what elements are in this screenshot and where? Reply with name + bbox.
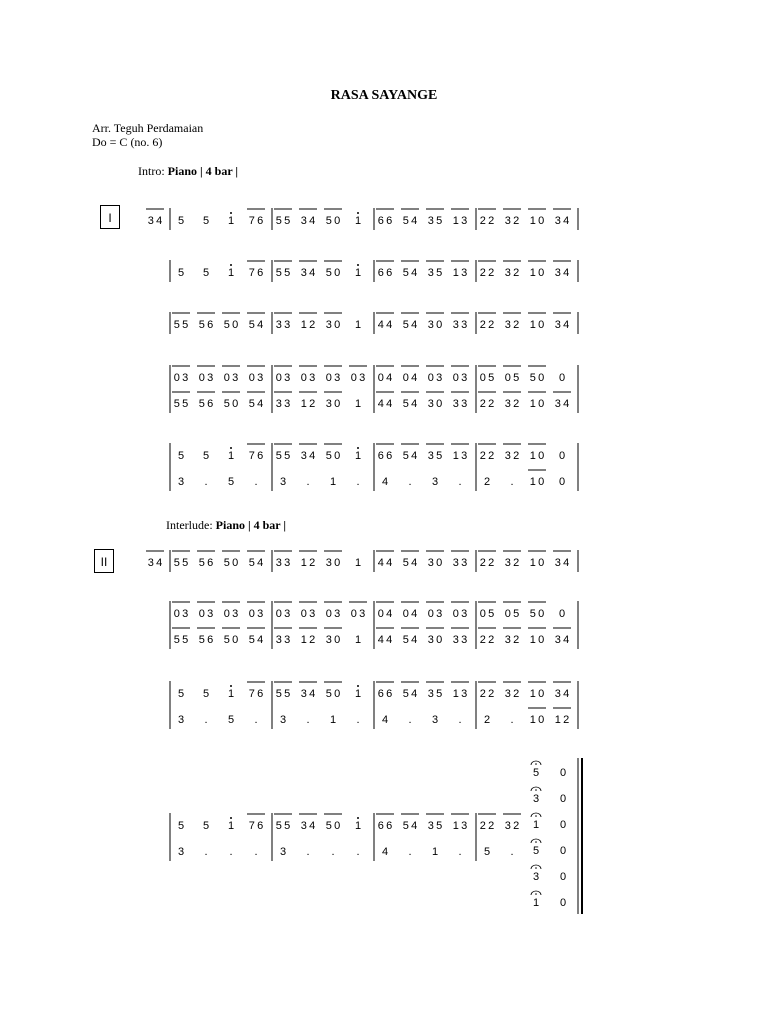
section-I-system-4-v1-bar2-beat3: .	[458, 476, 462, 488]
fermata-dot-icon	[535, 815, 537, 817]
section-I-system-4-v1-bar2-beat2: 3	[431, 476, 439, 488]
section-I-system-4-v0-bar1-beat3-upper-octave-dot	[357, 447, 359, 449]
final-chord-rest-3: 0	[559, 845, 567, 857]
section-I-system-0-v0-bar0-beat3: 7 6	[248, 215, 264, 227]
section-I-system-4-v0-bar2-beat0: 6 6	[377, 450, 393, 462]
section-II-system-0-v0-bar2-beat1: 5 4	[402, 557, 418, 569]
section-I-system-3-v0-bar0-beat0: 0 3	[173, 372, 189, 384]
section-I-system-2-v0-bar3-beat3: 3 4	[554, 319, 570, 331]
section-II-system-3-v0-bar3-beat0: 2 2	[479, 820, 495, 832]
section-II-system-3-v0-bar3-beat1: 3 2	[504, 820, 520, 832]
section-I-system-3-v0-bar3-beat2: 5 0	[529, 372, 545, 384]
section-II-system-2-v1-bar1-beat1: .	[306, 714, 310, 726]
section-II-system-3-v0-bar0-beat1: 5	[202, 820, 210, 832]
section-II-system-2-v1-bar2-beat0: 4	[381, 714, 389, 726]
section-I-system-2-v0-bar1-beat0: 3 3	[275, 319, 291, 331]
section-II-system-1-v1-bar3-beat0: 2 2	[479, 634, 495, 646]
section-II-system-1-v1-bar0-beat3: 5 4	[248, 634, 264, 646]
final-chord-rest-0: 0	[559, 767, 567, 779]
section-I-system-3-v0-bar1-beat2: 0 3	[325, 372, 341, 384]
section-II-system-2-v1-bar0-beat0: 3	[177, 714, 185, 726]
section-II-system-2-v0-bar2-beat1: 5 4	[402, 688, 418, 700]
section-I-system-4-v0-bar1-beat3: 1	[354, 450, 362, 462]
section-I-system-2-v0-bar1-beat2: 3 0	[325, 319, 341, 331]
section-I-system-3-v1-bar1-beat1: 1 2	[300, 398, 316, 410]
interlude-label: Interlude:	[166, 518, 216, 532]
section-I-system-4-v1-bar3-beat0: 2	[483, 476, 491, 488]
section-I-system-3-v0-bar2-beat2: 0 3	[427, 372, 443, 384]
section-II-system-3-v0-bar2-beat0: 6 6	[377, 820, 393, 832]
final-chord-note-5: 1	[532, 897, 540, 909]
section-I-system-3-v1-bar0-beat0: 5 5	[173, 398, 189, 410]
section-I-system-4-v0-bar2-beat3: 1 3	[452, 450, 468, 462]
section-I-system-1-v0-bar0-beat2-upper-octave-dot	[230, 264, 232, 266]
arranger-line: Arr. Teguh Perdamaian	[92, 121, 204, 135]
section-II-system-1-v1-bar3-beat2: 1 0	[529, 634, 545, 646]
section-II-system-1-v1-bar1-beat3: 1	[354, 634, 362, 646]
section-I-system-3-v1-bar2-beat2: 3 0	[427, 398, 443, 410]
section-II-system-3-v0-bar2-beat3: 1 3	[452, 820, 468, 832]
section-I-system-3-v1-bar1-beat2: 3 0	[325, 398, 341, 410]
section-II-system-2-v0-bar1-beat3-upper-octave-dot	[357, 685, 359, 687]
section-II-system-2-v0-bar1-beat2: 5 0	[325, 688, 341, 700]
section-I-system-4-v1-bar0-beat0: 3	[177, 476, 185, 488]
section-II-system-3-v1-bar3-beat0: 5	[483, 846, 491, 858]
section-I-system-3-v0-bar3-beat3: 0	[558, 372, 566, 384]
section-II-system-2-v0-bar1-beat0: 5 5	[275, 688, 291, 700]
section-II-system-1-v0-bar3-beat1: 0 5	[504, 608, 520, 620]
section-II-system-2-v1-bar1-beat3: .	[356, 714, 360, 726]
section-II-system-1-v0-bar1-beat2: 0 3	[325, 608, 341, 620]
section-I-system-4-v0-bar0-beat3: 7 6	[248, 450, 264, 462]
section-II-system-3-v0-bar1-beat3: 1	[354, 820, 362, 832]
section-I-system-0-v0-bar0-beat1: 5	[202, 215, 210, 227]
section-I-system-0-v0-bar1-beat1: 3 4	[300, 215, 316, 227]
section-I-system-1-v0-bar0-beat1: 5	[202, 267, 210, 279]
section-II-system-3-v1-bar1-beat3: .	[356, 846, 360, 858]
section-II-system-2-v1-bar1-beat2: 1	[329, 714, 337, 726]
section-II-system-1-v0-bar1-beat0: 0 3	[275, 608, 291, 620]
section-II-system-1-v1-bar0-beat1: 5 6	[198, 634, 214, 646]
section-II-system-2-v1-bar3-beat0: 2	[483, 714, 491, 726]
section-I-system-1-v0-bar1-beat3: 1	[354, 267, 362, 279]
section-II-system-3-v1-bar0-beat3: .	[254, 846, 258, 858]
section-II-system-3-v1-bar1-beat0: 3	[279, 846, 287, 858]
section-II-system-2-v0-bar0-beat0: 5	[177, 688, 185, 700]
section-II-system-1-v0-bar0-beat0: 0 3	[173, 608, 189, 620]
section-II-system-0-v0-bar0-beat3: 5 4	[248, 557, 264, 569]
section-I-system-0-v0-bar1-beat2: 5 0	[325, 215, 341, 227]
section-II-system-2-v0-bar2-beat3: 1 3	[452, 688, 468, 700]
section-I-system-4-v1-bar1-beat1: .	[306, 476, 310, 488]
final-chord-rest-1: 0	[559, 793, 567, 805]
section-II-system-2-v0-bar3-beat0: 2 2	[479, 688, 495, 700]
section-II-system-2-v1-bar1-beat0: 3	[279, 714, 287, 726]
section-I-system-3-v0-bar0-beat3: 0 3	[248, 372, 264, 384]
section-II-system-1-v0-bar2-beat3: 0 3	[452, 608, 468, 620]
section-I-system-2-v0-bar1-beat1: 1 2	[300, 319, 316, 331]
section-I-system-3-v0-bar2-beat0: 0 4	[377, 372, 393, 384]
section-I-system-0-v0-bar3-beat2: 1 0	[529, 215, 545, 227]
section-I-system-3-v1-bar2-beat3: 3 3	[452, 398, 468, 410]
final-chord-rest-4: 0	[559, 871, 567, 883]
section-I-system-4-v0-bar0-beat0: 5	[177, 450, 185, 462]
section-II-system-1-v1-bar1-beat1: 1 2	[300, 634, 316, 646]
section-I-system-0-v0-bar3-beat1: 3 2	[504, 215, 520, 227]
section-I-system-3-v0-bar3-beat1: 0 5	[504, 372, 520, 384]
section-I-system-4-v1-bar1-beat3: .	[356, 476, 360, 488]
section-I-system-3-v1-bar3-beat2: 1 0	[529, 398, 545, 410]
interlude-piano-bars: Piano | 4 bar |	[215, 518, 287, 532]
section-II-system-0-v0-bar3-beat2: 1 0	[529, 557, 545, 569]
section-I-system-4-v0-bar3-beat2: 1 0	[529, 450, 545, 462]
section-II-system-0-v0-bar0-beat0: 5 5	[173, 557, 189, 569]
section-II-system-3-v0-bar0-beat0: 5	[177, 820, 185, 832]
section-I-system-4-v0-bar0-beat1: 5	[202, 450, 210, 462]
fermata-dot-icon	[535, 893, 537, 895]
section-II-system-3-v0-bar2-beat2: 3 5	[427, 820, 443, 832]
section-I-system-4-v1-bar2-beat1: .	[408, 476, 412, 488]
section-I-system-1-v0-bar2-beat3: 1 3	[452, 267, 468, 279]
section-I-system-0-v0-bar1-beat3-upper-octave-dot	[357, 212, 359, 214]
section-I-system-1-v0-bar2-beat0: 6 6	[377, 267, 393, 279]
section-II-system-1-v0-bar3-beat3: 0	[558, 608, 566, 620]
section-II-system-1-v0-bar2-beat2: 0 3	[427, 608, 443, 620]
section-I-system-0-v0-bar1-beat3: 1	[354, 215, 362, 227]
section-II-system-2-v1-bar3-beat2: 1 0	[529, 714, 545, 726]
section-II-system-2-v1-bar3-beat1: .	[510, 714, 514, 726]
section-I-system-4-v1-bar0-beat1: .	[204, 476, 208, 488]
section-II-system-0-v0-bar1-beat0: 3 3	[275, 557, 291, 569]
intro-piano-bars: Piano | 4 bar |	[167, 164, 239, 178]
section-II-system-2-v0-bar0-beat3: 7 6	[248, 688, 264, 700]
section-I-system-4-v1-bar3-beat2: 1 0	[529, 476, 545, 488]
section-I-system-0-v0-bar0-beat2-upper-octave-dot	[230, 212, 232, 214]
section-I-system-0-v0-bar2-beat3: 1 3	[452, 215, 468, 227]
section-I-system-4-v0-bar0-beat2-upper-octave-dot	[230, 447, 232, 449]
section-I-system-2-v0-bar0-beat1: 5 6	[198, 319, 214, 331]
section-I-system-1-v0-bar3-beat2: 1 0	[529, 267, 545, 279]
section-II-system-2-v0-bar2-beat0: 6 6	[377, 688, 393, 700]
section-II-system-2-v1-bar0-beat3: .	[254, 714, 258, 726]
section-II-system-3-v0-bar0-beat2-upper-octave-dot	[230, 817, 232, 819]
section-II-system-3-v1-bar0-beat0: 3	[177, 846, 185, 858]
final-chord-rest-2: 0	[559, 819, 567, 831]
section-I-system-3-v1-bar1-beat0: 3 3	[275, 398, 291, 410]
section-I-system-3-v0-bar2-beat3: 0 3	[452, 372, 468, 384]
section-I-system-2-v0-bar1-beat3: 1	[354, 319, 362, 331]
section-I-system-3-v1-bar3-beat1: 3 2	[504, 398, 520, 410]
section-II-system-1-v1-bar3-beat1: 3 2	[504, 634, 520, 646]
section-I-system-4-v0-bar3-beat3: 0	[558, 450, 566, 462]
section-II-system-2-v0-bar0-beat1: 5	[202, 688, 210, 700]
section-I-system-3-v0-bar3-beat0: 0 5	[479, 372, 495, 384]
section-I-system-1-v0-bar1-beat2: 5 0	[325, 267, 341, 279]
section-II-system-2-v0-bar1-beat3: 1	[354, 688, 362, 700]
section-II-system-1-v0-bar0-beat2: 0 3	[223, 608, 239, 620]
section-II-system-2-v1-bar2-beat2: 3	[431, 714, 439, 726]
section-I-system-4-v0-bar3-beat1: 3 2	[504, 450, 520, 462]
section-I-system-4-v1-bar2-beat0: 4	[381, 476, 389, 488]
section-marker-II: II	[94, 549, 114, 573]
section-II-system-2-v1-bar2-beat3: .	[458, 714, 462, 726]
pickup-II: 3 4	[147, 557, 163, 569]
section-I-system-0-v0-bar1-beat0: 5 5	[275, 215, 291, 227]
section-I-system-1-v0-bar0-beat0: 5	[177, 267, 185, 279]
section-I-system-3-v1-bar0-beat3: 5 4	[248, 398, 264, 410]
section-II-system-0-v0-bar1-beat2: 3 0	[325, 557, 341, 569]
section-II-system-3-v0-bar2-beat1: 5 4	[402, 820, 418, 832]
section-I-system-2-v0-bar2-beat2: 3 0	[427, 319, 443, 331]
section-II-system-2-v0-bar0-beat2-upper-octave-dot	[230, 685, 232, 687]
section-II-system-0-v0-bar0-beat1: 5 6	[198, 557, 214, 569]
section-I-system-1-v0-bar3-beat3: 3 4	[554, 267, 570, 279]
section-II-system-1-v1-bar0-beat2: 5 0	[223, 634, 239, 646]
key-signature: Do = C (no. 6)	[92, 135, 163, 149]
section-I-system-3-v1-bar3-beat3: 3 4	[554, 398, 570, 410]
section-I-system-4-v1-bar3-beat1: .	[510, 476, 514, 488]
section-I-system-1-v0-bar3-beat1: 3 2	[504, 267, 520, 279]
section-I-system-0-v0-bar0-beat0: 5	[177, 215, 185, 227]
section-I-system-1-v0-bar2-beat1: 5 4	[402, 267, 418, 279]
section-II-system-1-v0-bar2-beat0: 0 4	[377, 608, 393, 620]
section-I-system-3-v0-bar2-beat1: 0 4	[402, 372, 418, 384]
section-II-system-1-v0-bar0-beat1: 0 3	[198, 608, 214, 620]
song-title: RASA SAYANGE	[330, 88, 438, 103]
section-II-system-2-v1-bar0-beat2: 5	[227, 714, 235, 726]
final-chord-note-1: 3	[532, 793, 540, 805]
section-I-system-2-v0-bar2-beat1: 5 4	[402, 319, 418, 331]
section-II-system-2-v0-bar3-beat3: 3 4	[554, 688, 570, 700]
section-I-system-0-v0-bar0-beat2: 1	[227, 215, 235, 227]
section-I-system-4-v1-bar0-beat2: 5	[227, 476, 235, 488]
final-chord-rest-5: 0	[559, 897, 567, 909]
section-II-system-1-v0-bar3-beat0: 0 5	[479, 608, 495, 620]
section-I-system-3-v0-bar1-beat3: 0 3	[350, 372, 366, 384]
section-II-system-0-v0-bar2-beat0: 4 4	[377, 557, 393, 569]
section-II-system-3-v1-bar2-beat3: .	[458, 846, 462, 858]
section-I-system-4-v1-bar0-beat3: .	[254, 476, 258, 488]
section-II-system-1-v1-bar2-beat0: 4 4	[377, 634, 393, 646]
section-I-system-3-v0-bar1-beat0: 0 3	[275, 372, 291, 384]
section-I-system-2-v0-bar3-beat0: 2 2	[479, 319, 495, 331]
section-II-system-2-v1-bar3-beat3: 1 2	[554, 714, 570, 726]
section-II-system-3-v0-bar1-beat3-upper-octave-dot	[357, 817, 359, 819]
section-II-system-0-v0-bar3-beat1: 3 2	[504, 557, 520, 569]
section-II-system-1-v1-bar0-beat0: 5 5	[173, 634, 189, 646]
section-II-system-3-v1-bar2-beat2: 1	[431, 846, 439, 858]
section-I-system-4-v0-bar1-beat1: 3 4	[300, 450, 316, 462]
section-II-system-3-v1-bar2-beat1: .	[408, 846, 412, 858]
section-I-system-0-v0-bar2-beat0: 6 6	[377, 215, 393, 227]
fermata-dot-icon	[535, 841, 537, 843]
fermata-dot-icon	[535, 763, 537, 765]
section-I-system-3-v0-bar0-beat2: 0 3	[223, 372, 239, 384]
section-I-system-2-v0-bar0-beat2: 5 0	[223, 319, 239, 331]
section-II-system-1-v0-bar2-beat1: 0 4	[402, 608, 418, 620]
section-II-system-3-v0-bar1-beat2: 5 0	[325, 820, 341, 832]
section-I-system-4-v1-bar1-beat2: 1	[329, 476, 337, 488]
section-II-system-0-v0-bar3-beat3: 3 4	[554, 557, 570, 569]
section-II-system-3-v0-bar0-beat2: 1	[227, 820, 235, 832]
section-I-system-2-v0-bar2-beat3: 3 3	[452, 319, 468, 331]
section-I-system-0-v0-bar2-beat2: 3 5	[427, 215, 443, 227]
section-II-system-0-v0-bar2-beat2: 3 0	[427, 557, 443, 569]
section-I-system-1-v0-bar1-beat3-upper-octave-dot	[357, 264, 359, 266]
section-I-system-1-v0-bar2-beat2: 3 5	[427, 267, 443, 279]
section-I-system-4-v0-bar2-beat2: 3 5	[427, 450, 443, 462]
section-II-system-2-v0-bar2-beat2: 3 5	[427, 688, 443, 700]
section-I-system-1-v0-bar1-beat1: 3 4	[300, 267, 316, 279]
section-I-system-3-v1-bar1-beat3: 1	[354, 398, 362, 410]
section-I-system-4-v1-bar3-beat3: 0	[558, 476, 566, 488]
section-II-system-1-v1-bar2-beat2: 3 0	[427, 634, 443, 646]
section-I-system-3-v0-bar1-beat1: 0 3	[300, 372, 316, 384]
section-I-system-3-v1-bar2-beat0: 4 4	[377, 398, 393, 410]
section-II-system-3-v1-bar3-beat1: .	[510, 846, 514, 858]
section-I-system-3-v1-bar0-beat2: 5 0	[223, 398, 239, 410]
section-II-system-1-v1-bar2-beat3: 3 3	[452, 634, 468, 646]
section-II-system-0-v0-bar1-beat1: 1 2	[300, 557, 316, 569]
fermata-dot-icon	[535, 789, 537, 791]
section-II-system-2-v0-bar3-beat2: 1 0	[529, 688, 545, 700]
section-II-system-1-v1-bar1-beat0: 3 3	[275, 634, 291, 646]
section-II-system-0-v0-bar3-beat0: 2 2	[479, 557, 495, 569]
section-II-system-3-v0-bar1-beat0: 5 5	[275, 820, 291, 832]
section-II-system-0-v0-bar2-beat3: 3 3	[452, 557, 468, 569]
section-I-system-2-v0-bar3-beat2: 1 0	[529, 319, 545, 331]
section-I-system-4-v0-bar3-beat0: 2 2	[479, 450, 495, 462]
section-I-system-0-v0-bar2-beat1: 5 4	[402, 215, 418, 227]
section-II-system-2-v1-bar0-beat1: .	[204, 714, 208, 726]
section-II-system-1-v0-bar3-beat2: 5 0	[529, 608, 545, 620]
section-II-system-1-v1-bar3-beat3: 3 4	[554, 634, 570, 646]
section-I-system-0-v0-bar3-beat3: 3 4	[554, 215, 570, 227]
section-II-system-3-v0-bar1-beat1: 3 4	[300, 820, 316, 832]
section-I-system-1-v0-bar0-beat3: 7 6	[248, 267, 264, 279]
section-II-system-3-v1-bar1-beat1: .	[306, 846, 310, 858]
section-I-system-4-v1-bar1-beat0: 3	[279, 476, 287, 488]
section-I-system-2-v0-bar3-beat1: 3 2	[504, 319, 520, 331]
section-I-system-4-v0-bar1-beat2: 5 0	[325, 450, 341, 462]
section-I-system-3-v0-bar0-beat1: 0 3	[198, 372, 214, 384]
section-II-system-3-v1-bar0-beat1: .	[204, 846, 208, 858]
section-I-system-1-v0-bar0-beat2: 1	[227, 267, 235, 279]
section-II-system-2-v0-bar3-beat1: 3 2	[504, 688, 520, 700]
section-I-system-4-v0-bar0-beat2: 1	[227, 450, 235, 462]
section-marker-I: I	[100, 205, 120, 229]
section-I-system-2-v0-bar0-beat3: 5 4	[248, 319, 264, 331]
section-II-system-1-v0-bar1-beat1: 0 3	[300, 608, 316, 620]
section-II-system-2-v1-bar2-beat1: .	[408, 714, 412, 726]
section-II-system-1-v1-bar1-beat2: 3 0	[325, 634, 341, 646]
intro-label: Intro:	[138, 164, 168, 178]
section-I-system-4-v0-bar1-beat0: 5 5	[275, 450, 291, 462]
section-II-system-2-v0-bar1-beat1: 3 4	[300, 688, 316, 700]
section-II-system-2-v0-bar0-beat2: 1	[227, 688, 235, 700]
section-I-system-1-v0-bar1-beat0: 5 5	[275, 267, 291, 279]
final-chord-note-2: 1	[532, 819, 540, 831]
section-II-system-3-v0-bar0-beat3: 7 6	[248, 820, 264, 832]
final-chord-note-3: 5	[532, 845, 540, 857]
section-I-system-2-v0-bar0-beat0: 5 5	[173, 319, 189, 331]
fermata-dot-icon	[535, 867, 537, 869]
final-chord-note-0: 5	[532, 767, 540, 779]
section-I-system-1-v0-bar3-beat0: 2 2	[479, 267, 495, 279]
section-II-system-3-v1-bar1-beat2: .	[331, 846, 335, 858]
section-II-system-1-v1-bar2-beat1: 5 4	[402, 634, 418, 646]
section-I-system-4-v0-bar2-beat1: 5 4	[402, 450, 418, 462]
section-II-system-1-v0-bar0-beat3: 0 3	[248, 608, 264, 620]
section-I-system-3-v1-bar2-beat1: 5 4	[402, 398, 418, 410]
section-I-system-3-v1-bar3-beat0: 2 2	[479, 398, 495, 410]
section-II-system-3-v1-bar0-beat2: .	[229, 846, 233, 858]
final-chord-note-4: 3	[532, 871, 540, 883]
section-II-system-3-v1-bar2-beat0: 4	[381, 846, 389, 858]
section-II-system-1-v0-bar1-beat3: 0 3	[350, 608, 366, 620]
section-II-system-0-v0-bar1-beat3: 1	[354, 557, 362, 569]
section-II-system-0-v0-bar0-beat2: 5 0	[223, 557, 239, 569]
section-I-system-0-v0-bar3-beat0: 2 2	[479, 215, 495, 227]
section-I-system-3-v1-bar0-beat1: 5 6	[198, 398, 214, 410]
pickup-I: 3 4	[147, 215, 163, 227]
section-I-system-2-v0-bar2-beat0: 4 4	[377, 319, 393, 331]
